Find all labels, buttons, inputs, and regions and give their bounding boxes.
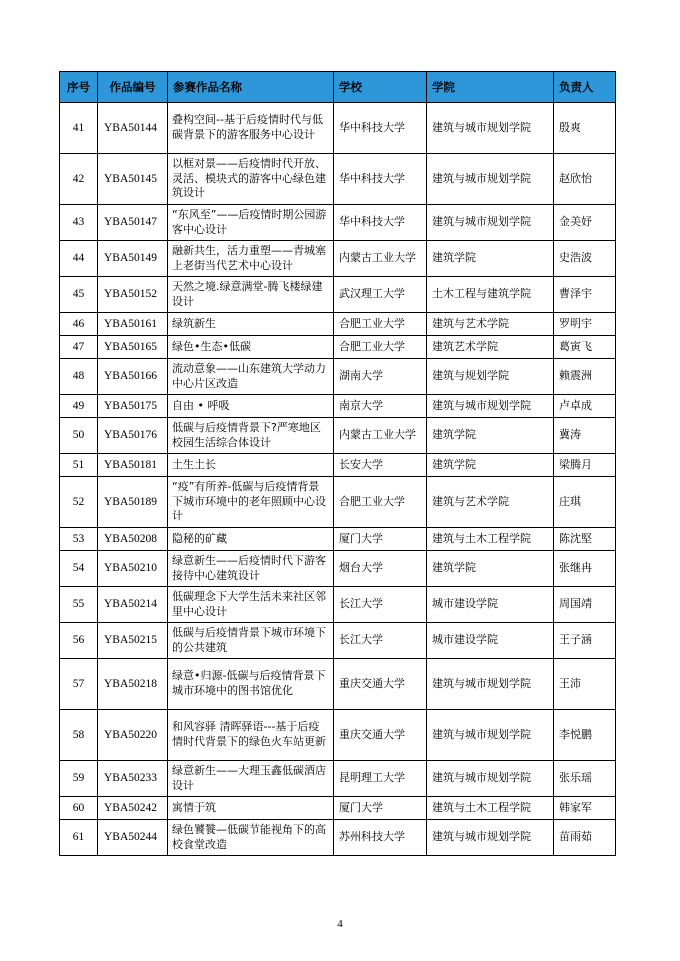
page-number: 4 — [337, 918, 343, 930]
cell-leader: 葛寅飞 — [554, 336, 616, 359]
cell-code: YBA50215 — [98, 623, 168, 659]
cell-code: YBA50165 — [98, 336, 168, 359]
cell-school: 内蒙古工业大学 — [334, 241, 427, 277]
cell-code: YBA50166 — [98, 359, 168, 395]
cell-leader: 殷爽 — [554, 103, 616, 154]
cell-college: 城市建设学院 — [427, 587, 554, 623]
cell-leader: 韩家军 — [554, 797, 616, 820]
table-row — [60, 623, 616, 659]
cell-college: 建筑与城市规划学院 — [427, 761, 554, 797]
cell-code: YBA50149 — [98, 241, 168, 277]
table-row — [60, 551, 616, 587]
cell-leader: 王沛 — [554, 659, 616, 710]
cell-college: 建筑学院 — [427, 418, 554, 454]
cell-serial: 60 — [60, 797, 98, 820]
table-row — [60, 820, 616, 856]
cell-school: 合肥工业大学 — [334, 477, 427, 528]
cell-leader: 卢卓成 — [554, 395, 616, 418]
cell-college: 建筑与土木工程学院 — [427, 797, 554, 820]
cell-school: 苏州科技大学 — [334, 820, 427, 856]
cell-school: 湖南大学 — [334, 359, 427, 395]
cell-school: 长安大学 — [334, 454, 427, 477]
cell-serial: 56 — [60, 623, 98, 659]
cell-serial: 51 — [60, 454, 98, 477]
cell-code: YBA50218 — [98, 659, 168, 710]
table-row — [60, 797, 616, 820]
cell-school: 华中科技大学 — [334, 154, 427, 205]
table-row — [60, 395, 616, 418]
cell-work-title: 低碳与后疫情背景下城市环境下的公共建筑 — [168, 623, 334, 659]
cell-school: 武汉理工大学 — [334, 277, 427, 313]
cell-work-title: 低碳与后疫情背景下?严寒地区校园生活综合体设计 — [168, 418, 334, 454]
cell-school: 烟台大学 — [334, 551, 427, 587]
table-row — [60, 336, 616, 359]
cell-serial: 45 — [60, 277, 98, 313]
cell-code: YBA50176 — [98, 418, 168, 454]
header-leader: 负责人 — [554, 72, 616, 103]
cell-work-title: 叠构空间--基于后疫情时代与低碳背景下的游客服务中心设计 — [168, 103, 334, 154]
cell-school: 内蒙古工业大学 — [334, 418, 427, 454]
table-row — [60, 154, 616, 205]
table-row — [60, 103, 616, 154]
header-serial: 序号 — [60, 72, 98, 103]
cell-leader: 庄琪 — [554, 477, 616, 528]
cell-school: 长江大学 — [334, 623, 427, 659]
cell-work-title: 绿筑新生 — [168, 313, 334, 336]
cell-leader: 赖震洲 — [554, 359, 616, 395]
header-work-title: 参赛作品名称 — [168, 72, 334, 103]
table-row — [60, 710, 616, 761]
cell-code: YBA50144 — [98, 103, 168, 154]
table-row — [60, 313, 616, 336]
cell-serial: 59 — [60, 761, 98, 797]
table-row — [60, 205, 616, 241]
table-row — [60, 761, 616, 797]
table-row — [60, 587, 616, 623]
cell-college: 建筑与艺术学院 — [427, 313, 554, 336]
cell-school: 华中科技大学 — [334, 205, 427, 241]
cell-code: YBA50233 — [98, 761, 168, 797]
cell-serial: 53 — [60, 528, 98, 551]
cell-leader: 李悦鹏 — [554, 710, 616, 761]
table-row — [60, 277, 616, 313]
cell-work-title: 低碳理念下大学生活未来社区邻里中心设计 — [168, 587, 334, 623]
header-college: 学院 — [427, 72, 554, 103]
table-row — [60, 454, 616, 477]
cell-work-title: 寓情于筑 — [168, 797, 334, 820]
cell-school: 厦门大学 — [334, 528, 427, 551]
cell-leader: 曹泽宇 — [554, 277, 616, 313]
cell-code: YBA50210 — [98, 551, 168, 587]
cell-leader: 王子涵 — [554, 623, 616, 659]
cell-school: 重庆交通大学 — [334, 659, 427, 710]
cell-serial: 52 — [60, 477, 98, 528]
cell-college: 建筑学院 — [427, 241, 554, 277]
cell-work-title: 土生土长 — [168, 454, 334, 477]
cell-leader: 冀涛 — [554, 418, 616, 454]
cell-college: 建筑艺术学院 — [427, 336, 554, 359]
cell-work-title: “东风至”——后疫情时期公园游客中心设计 — [168, 205, 334, 241]
cell-leader: 梁腾月 — [554, 454, 616, 477]
cell-college: 建筑与土木工程学院 — [427, 528, 554, 551]
cell-serial: 48 — [60, 359, 98, 395]
cell-work-title: 自由 • 呼吸 — [168, 395, 334, 418]
cell-college: 建筑与城市规划学院 — [427, 205, 554, 241]
cell-work-title: 流动意象——山东建筑大学动力中心片区改造 — [168, 359, 334, 395]
cell-leader: 张乐瑶 — [554, 761, 616, 797]
cell-leader: 周国靖 — [554, 587, 616, 623]
cell-code: YBA50145 — [98, 154, 168, 205]
cell-code: YBA50244 — [98, 820, 168, 856]
cell-serial: 57 — [60, 659, 98, 710]
cell-school: 合肥工业大学 — [334, 336, 427, 359]
cell-leader: 罗明宇 — [554, 313, 616, 336]
cell-college: 建筑与城市规划学院 — [427, 820, 554, 856]
table-row — [60, 241, 616, 277]
cell-college: 建筑学院 — [427, 454, 554, 477]
cell-college: 建筑与规划学院 — [427, 359, 554, 395]
cell-college: 土木工程与建筑学院 — [427, 277, 554, 313]
header-code: 作品编号 — [98, 72, 168, 103]
cell-college: 建筑与城市规划学院 — [427, 710, 554, 761]
cell-serial: 47 — [60, 336, 98, 359]
cell-serial: 44 — [60, 241, 98, 277]
cell-work-title: 绿意新生——大理玉鑫低碳酒店设计 — [168, 761, 334, 797]
cell-code: YBA50175 — [98, 395, 168, 418]
table-row — [60, 528, 616, 551]
cell-college: 建筑与城市规划学院 — [427, 154, 554, 205]
cell-work-title: 绿色•生态•低碳 — [168, 336, 334, 359]
table-header-row — [60, 72, 616, 103]
cell-code: YBA50181 — [98, 454, 168, 477]
cell-school: 华中科技大学 — [334, 103, 427, 154]
cell-serial: 42 — [60, 154, 98, 205]
cell-code: YBA50208 — [98, 528, 168, 551]
cell-serial: 55 — [60, 587, 98, 623]
cell-school: 厦门大学 — [334, 797, 427, 820]
cell-code: YBA50147 — [98, 205, 168, 241]
table-row — [60, 418, 616, 454]
cell-code: YBA50214 — [98, 587, 168, 623]
cell-serial: 43 — [60, 205, 98, 241]
header-school: 学校 — [334, 72, 427, 103]
cell-work-title: 天然之境.绿意满堂-腾飞楼绿建设计 — [168, 277, 334, 313]
cell-code: YBA50189 — [98, 477, 168, 528]
cell-code: YBA50242 — [98, 797, 168, 820]
cell-leader: 金美妤 — [554, 205, 616, 241]
cell-school: 昆明理工大学 — [334, 761, 427, 797]
cell-college: 建筑与艺术学院 — [427, 477, 554, 528]
cell-college: 建筑与城市规划学院 — [427, 659, 554, 710]
cell-school: 重庆交通大学 — [334, 710, 427, 761]
cell-serial: 49 — [60, 395, 98, 418]
cell-college: 建筑与城市规划学院 — [427, 395, 554, 418]
cell-serial: 58 — [60, 710, 98, 761]
cell-work-title: 隐秘的矿藏 — [168, 528, 334, 551]
cell-college: 建筑与城市规划学院 — [427, 103, 554, 154]
table-row — [60, 359, 616, 395]
cell-college: 建筑学院 — [427, 551, 554, 587]
cell-work-title: “疫”有所养-低碳与后疫情背景下城市环境中的老年照顾中心设计 — [168, 477, 334, 528]
cell-code: YBA50152 — [98, 277, 168, 313]
cell-school: 南京大学 — [334, 395, 427, 418]
cell-leader: 张继冉 — [554, 551, 616, 587]
cell-leader: 苗雨茹 — [554, 820, 616, 856]
cell-work-title: 绿色饕餮—低碳节能视角下的高校食堂改造 — [168, 820, 334, 856]
cell-code: YBA50220 — [98, 710, 168, 761]
cell-leader: 史浩波 — [554, 241, 616, 277]
cell-college: 城市建设学院 — [427, 623, 554, 659]
cell-work-title: 和风容驿 清晖驿语---基于后疫情时代背景下的绿色火车站更新 — [168, 710, 334, 761]
cell-school: 合肥工业大学 — [334, 313, 427, 336]
table-row — [60, 477, 616, 528]
cell-serial: 46 — [60, 313, 98, 336]
cell-school: 长江大学 — [334, 587, 427, 623]
cell-leader: 赵欣怡 — [554, 154, 616, 205]
cell-code: YBA50161 — [98, 313, 168, 336]
cell-work-title: 融新共生，活力重塑——青城塞上老街当代艺术中心设计 — [168, 241, 334, 277]
cell-serial: 61 — [60, 820, 98, 856]
cell-work-title: 绿意•归源-低碳与后疫情背景下城市环境中的图书馆优化 — [168, 659, 334, 710]
awards-table — [59, 71, 616, 856]
cell-serial: 50 — [60, 418, 98, 454]
cell-leader: 陈沈堅 — [554, 528, 616, 551]
cell-serial: 54 — [60, 551, 98, 587]
cell-work-title: 绿意新生——后疫情时代下游客接待中心建筑设计 — [168, 551, 334, 587]
table-row — [60, 659, 616, 710]
cell-serial: 41 — [60, 103, 98, 154]
cell-work-title: 以框对景——后疫情时代开放、灵活、模块式的游客中心绿色建筑设计 — [168, 154, 334, 205]
